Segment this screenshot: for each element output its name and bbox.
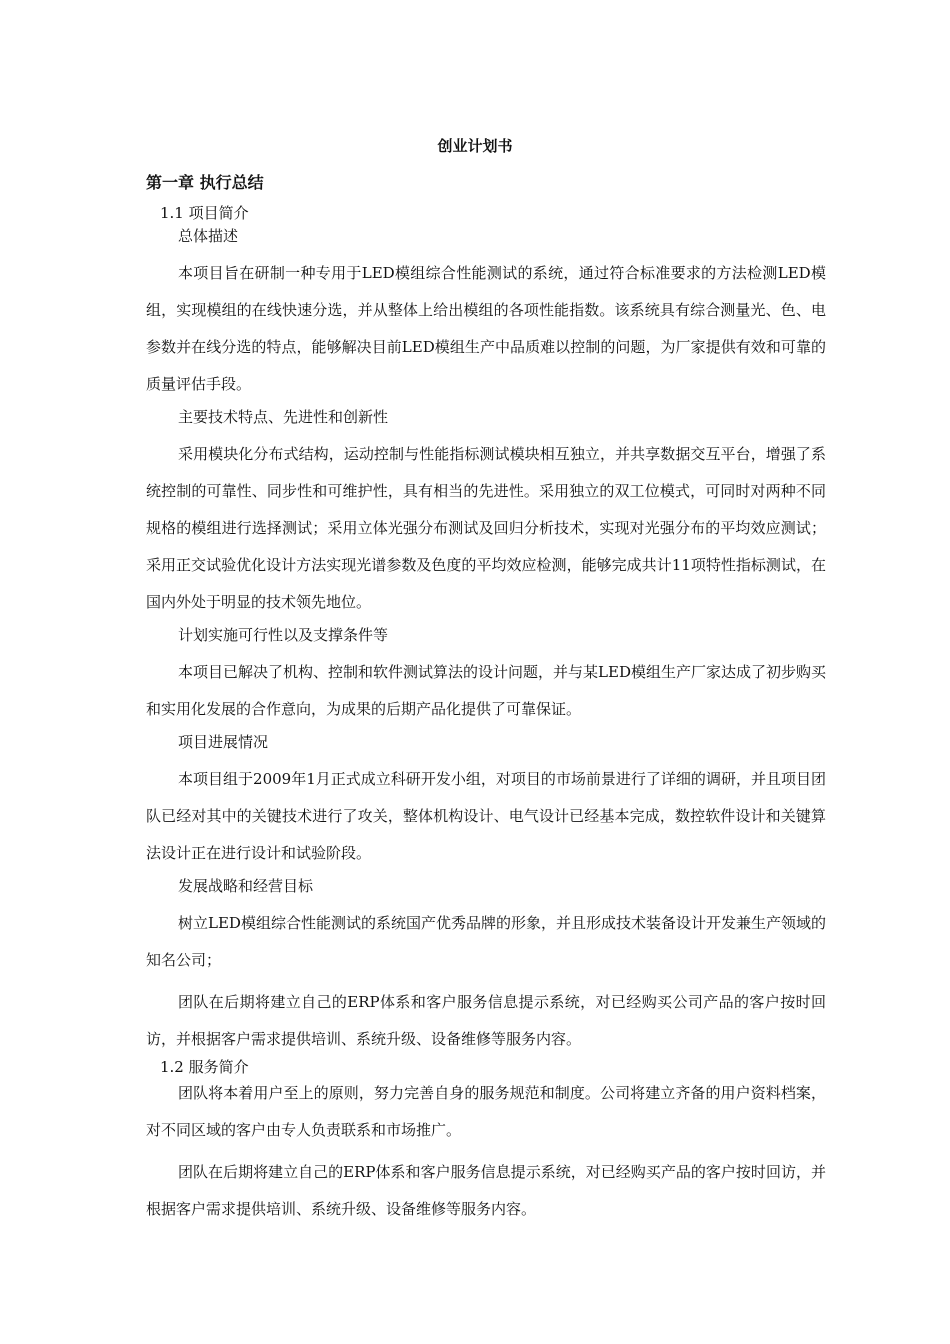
paragraph-progress: 本项目组于2009年1月正式成立科研开发小组，对项目的市场前景进行了详细的调研，并且项目团队已经对其中的关键技术进行了攻关，整体机构设计、电气设计已经基本完成，数控软件设计和关键算法设计正在进行设计和试验阶段。 [146,770,826,862]
subheading-tech-features: 主要技术特点、先进性和创新性 [178,408,389,426]
section-heading-service-intro: 1.2 服务简介 [160,1058,249,1076]
subheading-overview: 总体描述 [178,227,239,245]
subheading-feasibility: 计划实施可行性以及支撑条件等 [178,626,389,644]
paragraph-feasibility: 本项目已解决了机构、控制和软件测试算法的设计问题，并与某LED模组生产厂家达成了初步购买和实用化发展的合作意向，为成果的后期产品化提供了可靠保证。 [146,663,826,718]
document-title: 创业计划书 [437,137,513,155]
paragraph-strategy-brand: 树立LED模组综合性能测试的系统国产优秀品牌的形象，并且形成技术装备设计开发兼生产领域的知名公司； [146,914,826,969]
subheading-strategy: 发展战略和经营目标 [178,877,314,895]
paragraph-service-principle: 团队将本着用户至上的原则，努力完善自身的服务规范和制度。公司将建立齐备的用户资料档案，对不同区域的客户由专人负责联系和市场推广。 [146,1084,826,1139]
paragraph-strategy-erp: 团队在后期将建立自己的ERP体系和客户服务信息提示系统，对已经购买公司产品的客户按时回访，并根据客户需求提供培训、系统升级、设备维修等服务内容。 [146,993,826,1048]
document-body [146,204,826,1233]
chapter-heading: 第一章 执行总结 [146,173,264,192]
section-heading-project-intro: 1.1 项目简介 [160,204,249,222]
subheading-progress: 项目进展情况 [178,733,269,751]
paragraph-overview: 本项目旨在研制一种专用于LED模组综合性能测试的系统，通过符合标准要求的方法检测LED模组，实现模组的在线快速分选，并从整体上给出模组的各项性能指数。该系统具有综合测量光、色、电参数并在线分选的特点，能够解决目前LED模组生产中品质难以控制的问题，为厂家提供有效和可靠的质量评估手段。 [146,264,826,393]
paragraph-service-erp: 团队在后期将建立自己的ERP体系和客户服务信息提示系统，对已经购买产品的客户按时回访，并根据客户需求提供培训、系统升级、设备维修等服务内容。 [146,1163,826,1218]
paragraph-tech-features: 采用模块化分布式结构，运动控制与性能指标测试模块相互独立，并共享数据交互平台，增强了系统控制的可靠性、同步性和可维护性，具有相当的先进性。采用独立的双工位模式，可同时对两种不同规格的模组进行选择测试；采用立体光强分布测试及回归分析技术，实现对光强分布的平均效应测试；采用正交试验优化设计方法实现光谱参数及色度的平均效应检测，能够完成共计11项特性指标测试，在国内外处于明显的技术领先地位。 [146,445,826,611]
